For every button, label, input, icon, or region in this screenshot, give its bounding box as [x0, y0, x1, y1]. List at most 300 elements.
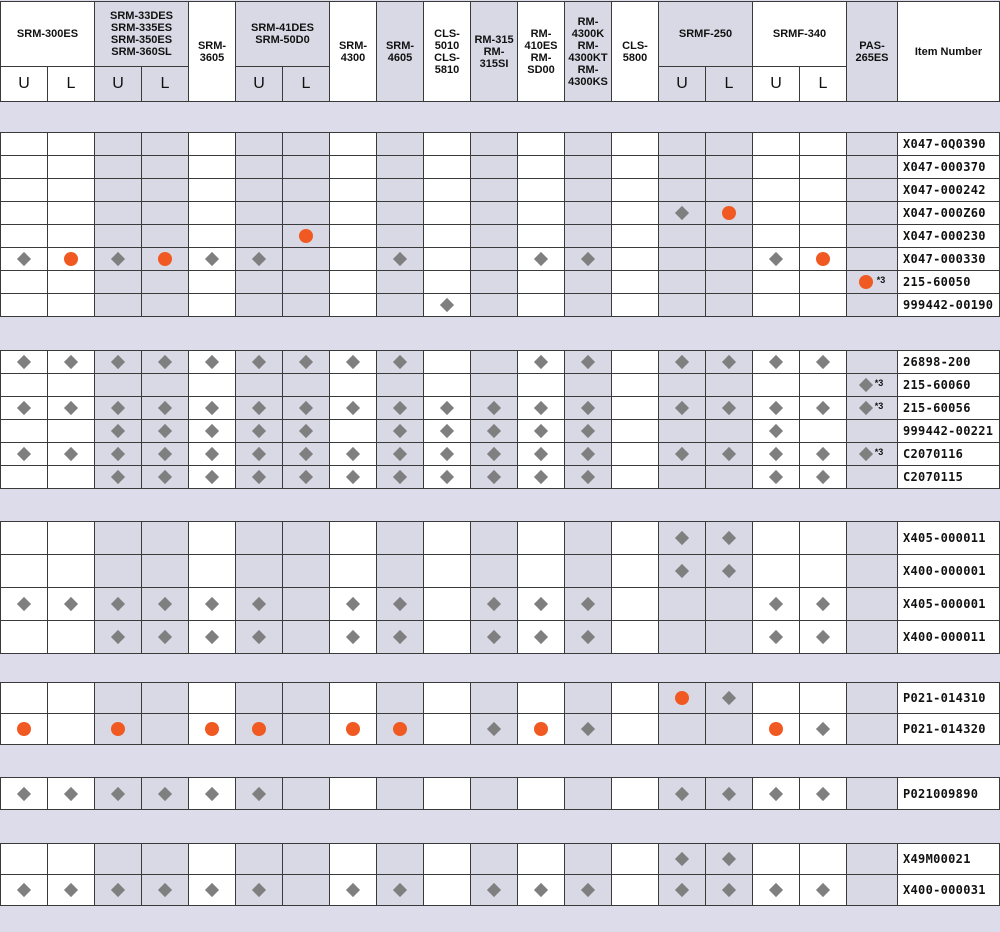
table-cell [141, 396, 189, 420]
table-cell [376, 554, 424, 588]
diamond-icon [64, 447, 78, 461]
table-cell [517, 442, 565, 466]
table-cell [94, 247, 142, 271]
table-cell [799, 713, 847, 745]
diamond-icon [205, 401, 219, 415]
table-cell [705, 843, 753, 875]
table-cell [799, 554, 847, 588]
upper-subheader: U [752, 66, 800, 102]
table-cell [611, 155, 659, 179]
table-cell [0, 465, 48, 489]
mark [677, 533, 687, 543]
diamond-icon [393, 597, 407, 611]
footnote-mark: *3 [874, 377, 884, 388]
table-cell [376, 224, 424, 248]
mark [346, 722, 360, 736]
table-cell [752, 350, 800, 374]
diamond-icon [111, 630, 125, 644]
mark [207, 254, 217, 264]
table-cell [141, 247, 189, 271]
table-cell [141, 620, 189, 654]
table-cell [47, 178, 95, 202]
circle-icon [675, 691, 689, 705]
diamond-icon [205, 447, 219, 461]
table-cell [658, 396, 706, 420]
mark [395, 599, 405, 609]
table-cell [329, 247, 377, 271]
table-cell [611, 396, 659, 420]
diamond-icon [111, 447, 125, 461]
table-cell [517, 132, 565, 156]
diamond-icon [393, 401, 407, 415]
table-cell [329, 350, 377, 374]
item-number-header: Item Number [897, 1, 1000, 102]
table-cell [94, 843, 142, 875]
table-cell [47, 554, 95, 588]
table-cell [423, 587, 471, 621]
diamond-icon [534, 401, 548, 415]
table-cell [282, 587, 330, 621]
table-cell [0, 224, 48, 248]
mark [254, 632, 264, 642]
table-cell [235, 373, 283, 397]
upper-subheader: U [235, 66, 283, 102]
mark [254, 599, 264, 609]
diamond-icon [816, 597, 830, 611]
table-cell [517, 396, 565, 420]
table-cell [141, 682, 189, 714]
mark [395, 885, 405, 895]
model-header [376, 1, 424, 102]
table-cell [799, 777, 847, 810]
table-cell [188, 620, 236, 654]
circle-icon [64, 252, 78, 266]
upper-subheader: U [0, 66, 48, 102]
mark [724, 403, 734, 413]
table-cell [94, 224, 142, 248]
circle-icon [722, 206, 736, 220]
model-header-line: 5800 [622, 51, 648, 64]
diamond-icon [111, 597, 125, 611]
table-cell [329, 373, 377, 397]
item-number-cell: X047-000370 [897, 155, 1000, 179]
model-header [846, 1, 898, 102]
mark [724, 566, 734, 576]
mark [724, 449, 734, 459]
diamond-icon [534, 630, 548, 644]
mark [113, 357, 123, 367]
table-cell [282, 554, 330, 588]
table-cell [752, 270, 800, 294]
mark [442, 300, 452, 310]
table-cell [658, 682, 706, 714]
table-cell [705, 350, 753, 374]
mark [583, 885, 593, 895]
table-cell [329, 201, 377, 225]
table-cell [376, 620, 424, 654]
table-cell [282, 713, 330, 745]
mark [348, 632, 358, 642]
table-cell [564, 620, 612, 654]
table-cell [752, 224, 800, 248]
circle-icon [534, 722, 548, 736]
item-number-cell: 215-60060 [897, 373, 1000, 397]
mark [818, 632, 828, 642]
diamond-icon [346, 597, 360, 611]
table-cell [705, 554, 753, 588]
mark [722, 206, 736, 220]
table-cell [141, 155, 189, 179]
table-cell [470, 777, 518, 810]
table-cell [329, 682, 377, 714]
table-cell [141, 132, 189, 156]
circle-icon [816, 252, 830, 266]
mark [677, 208, 687, 218]
table-cell [376, 465, 424, 489]
table-cell [470, 155, 518, 179]
table-cell [329, 178, 377, 202]
table-cell [0, 777, 48, 810]
table-cell [846, 270, 898, 294]
table-cell [94, 874, 142, 906]
table-cell [846, 155, 898, 179]
table-cell [752, 777, 800, 810]
table-cell [188, 465, 236, 489]
diamond-icon [17, 447, 31, 461]
mark [207, 403, 217, 413]
diamond-icon [252, 786, 266, 800]
mark [66, 449, 76, 459]
model-header [329, 1, 377, 102]
table-cell [517, 587, 565, 621]
mark [299, 229, 313, 243]
table-cell [517, 270, 565, 294]
diamond-icon [346, 401, 360, 415]
diamond-icon [205, 597, 219, 611]
diamond-icon [722, 786, 736, 800]
table-cell [517, 293, 565, 317]
table-cell [470, 554, 518, 588]
item-number-cell: X047-000242 [897, 178, 1000, 202]
mark [252, 722, 266, 736]
table-cell [94, 587, 142, 621]
diamond-icon [205, 355, 219, 369]
item-number-cell: X047-000230 [897, 224, 1000, 248]
mark [348, 472, 358, 482]
table-cell [282, 373, 330, 397]
table-cell [752, 874, 800, 906]
mark [207, 632, 217, 642]
table-cell [47, 465, 95, 489]
table-cell [329, 442, 377, 466]
table-cell [423, 554, 471, 588]
table-cell [282, 843, 330, 875]
mark [301, 472, 311, 482]
mark [677, 854, 687, 864]
table-cell [517, 874, 565, 906]
table-cell [282, 682, 330, 714]
table-cell [564, 178, 612, 202]
diamond-icon [675, 786, 689, 800]
table-cell [188, 293, 236, 317]
table-cell [799, 587, 847, 621]
table-cell [0, 201, 48, 225]
table-cell [329, 270, 377, 294]
table-cell [0, 521, 48, 555]
table-cell [329, 554, 377, 588]
diamond-icon [158, 424, 172, 438]
table-cell [470, 521, 518, 555]
table-cell [752, 554, 800, 588]
table-cell [0, 442, 48, 466]
mark [113, 403, 123, 413]
table-cell [658, 373, 706, 397]
mark [348, 449, 358, 459]
table-cell [423, 293, 471, 317]
table-cell [94, 293, 142, 317]
table-cell [517, 373, 565, 397]
table-cell [846, 293, 898, 317]
diamond-icon [769, 597, 783, 611]
mark [17, 722, 31, 736]
mark [395, 472, 405, 482]
model-header [611, 1, 659, 102]
table-cell [329, 419, 377, 443]
item-number-cell: 999442-00221 [897, 419, 1000, 443]
diamond-icon [816, 355, 830, 369]
model-header-line: RM- [530, 51, 552, 64]
table-cell [282, 132, 330, 156]
mark [536, 472, 546, 482]
table-cell [752, 247, 800, 271]
mark [301, 449, 311, 459]
table-cell [799, 442, 847, 466]
diamond-icon [581, 722, 595, 736]
item-number-cell: X400-000001 [897, 554, 1000, 588]
mark [583, 357, 593, 367]
diamond-icon [158, 630, 172, 644]
mark [64, 252, 78, 266]
table-cell [846, 465, 898, 489]
table-cell [799, 247, 847, 271]
mark [771, 449, 781, 459]
item-number-cell: X405-000011 [897, 521, 1000, 555]
diamond-icon [158, 470, 172, 484]
table-cell [141, 554, 189, 588]
mark [583, 599, 593, 609]
table-cell [376, 270, 424, 294]
table-cell [470, 396, 518, 420]
item-number-cell: C2070115 [897, 465, 1000, 489]
model-header-line: SRM-350ES [110, 34, 173, 46]
mark [160, 472, 170, 482]
diamond-icon [487, 597, 501, 611]
mark [489, 632, 499, 642]
table-cell [517, 419, 565, 443]
table-cell [235, 620, 283, 654]
diamond-icon [17, 597, 31, 611]
table-cell [658, 350, 706, 374]
table-cell [564, 713, 612, 745]
model-header-line: SRM- [385, 39, 415, 52]
table-cell [376, 132, 424, 156]
mark [207, 599, 217, 609]
table-cell [705, 587, 753, 621]
table-cell [705, 682, 753, 714]
table-cell [517, 178, 565, 202]
table-cell [799, 682, 847, 714]
table-cell [658, 713, 706, 745]
table-cell [376, 713, 424, 745]
table-cell [141, 373, 189, 397]
table-cell [799, 843, 847, 875]
table-cell [94, 201, 142, 225]
diamond-icon [769, 252, 783, 266]
mark [771, 426, 781, 436]
table-cell [799, 465, 847, 489]
diamond-icon [675, 206, 689, 220]
footnote-mark: *3 [874, 446, 884, 457]
diamond-icon [111, 470, 125, 484]
table-cell [517, 843, 565, 875]
table-cell [564, 270, 612, 294]
table-cell [329, 713, 377, 745]
table-cell [705, 224, 753, 248]
diamond-icon [205, 630, 219, 644]
table-cell [846, 350, 898, 374]
table-cell [658, 874, 706, 906]
table-cell [658, 587, 706, 621]
table-cell [188, 682, 236, 714]
table-cell [329, 874, 377, 906]
circle-icon [346, 722, 360, 736]
mark [442, 403, 452, 413]
diamond-icon [252, 597, 266, 611]
mark [254, 472, 264, 482]
table-cell [799, 419, 847, 443]
table-cell [235, 554, 283, 588]
table-cell [94, 465, 142, 489]
table-cell [799, 155, 847, 179]
mark [771, 472, 781, 482]
model-header-line: RM- [530, 27, 552, 40]
table-cell [611, 843, 659, 875]
table-cell [94, 419, 142, 443]
model-header-line: 5810 [434, 63, 460, 76]
diamond-icon [17, 355, 31, 369]
mark [301, 357, 311, 367]
diamond-icon [252, 424, 266, 438]
mark [536, 254, 546, 264]
diamond-icon [722, 355, 736, 369]
item-number-cell: 26898-200 [897, 350, 1000, 374]
item-number-cell: X49M00021 [897, 843, 1000, 875]
table-cell [752, 155, 800, 179]
diamond-icon [393, 252, 407, 266]
mark [536, 449, 546, 459]
mark [395, 254, 405, 264]
mark [254, 357, 264, 367]
table-cell [705, 713, 753, 745]
mark [818, 789, 828, 799]
table-cell [188, 270, 236, 294]
diamond-icon [769, 447, 783, 461]
diamond-icon [722, 564, 736, 578]
mark [583, 449, 593, 459]
circle-icon [205, 722, 219, 736]
table-cell [141, 713, 189, 745]
table-cell [94, 682, 142, 714]
mark [207, 472, 217, 482]
table-cell [0, 132, 48, 156]
table-cell [564, 442, 612, 466]
table-cell [235, 350, 283, 374]
model-header-line: CLS- [434, 27, 460, 40]
table-cell [329, 396, 377, 420]
mark [536, 885, 546, 895]
table-cell [376, 396, 424, 420]
diamond-icon [722, 401, 736, 415]
model-header-line: 4300K [571, 27, 605, 40]
table-cell [282, 224, 330, 248]
item-number-cell: 999442-00190 [897, 293, 1000, 317]
table-cell [188, 521, 236, 555]
diamond-icon [299, 401, 313, 415]
table-cell [47, 396, 95, 420]
diamond-icon [158, 597, 172, 611]
table-cell [423, 713, 471, 745]
table-cell [752, 442, 800, 466]
item-number-cell: X405-000001 [897, 587, 1000, 621]
mark [724, 693, 734, 703]
mark [489, 403, 499, 413]
mark [207, 449, 217, 459]
table-cell [282, 465, 330, 489]
mark [207, 357, 217, 367]
mark [66, 357, 76, 367]
mark [675, 691, 689, 705]
table-cell [188, 777, 236, 810]
table-cell [517, 247, 565, 271]
table-cell [188, 350, 236, 374]
mark [818, 724, 828, 734]
table-cell [94, 373, 142, 397]
table-cell [141, 293, 189, 317]
item-number-cell: X047-0Q0390 [897, 132, 1000, 156]
mark [534, 722, 548, 736]
mark [536, 599, 546, 609]
diamond-icon [859, 378, 873, 392]
mark [724, 885, 734, 895]
model-header [235, 1, 330, 67]
table-cell [282, 155, 330, 179]
model-header-line: SRM-360SL [111, 46, 172, 58]
mark [158, 252, 172, 266]
lower-subheader: L [799, 66, 847, 102]
table-cell [282, 178, 330, 202]
diamond-icon [111, 786, 125, 800]
model-header [752, 1, 847, 67]
table-cell [376, 521, 424, 555]
mark [395, 632, 405, 642]
table-cell [376, 247, 424, 271]
diamond-icon [158, 401, 172, 415]
circle-icon [769, 722, 783, 736]
diamond-icon [534, 252, 548, 266]
table-cell [376, 442, 424, 466]
circle-icon [299, 229, 313, 243]
mark [19, 885, 29, 895]
